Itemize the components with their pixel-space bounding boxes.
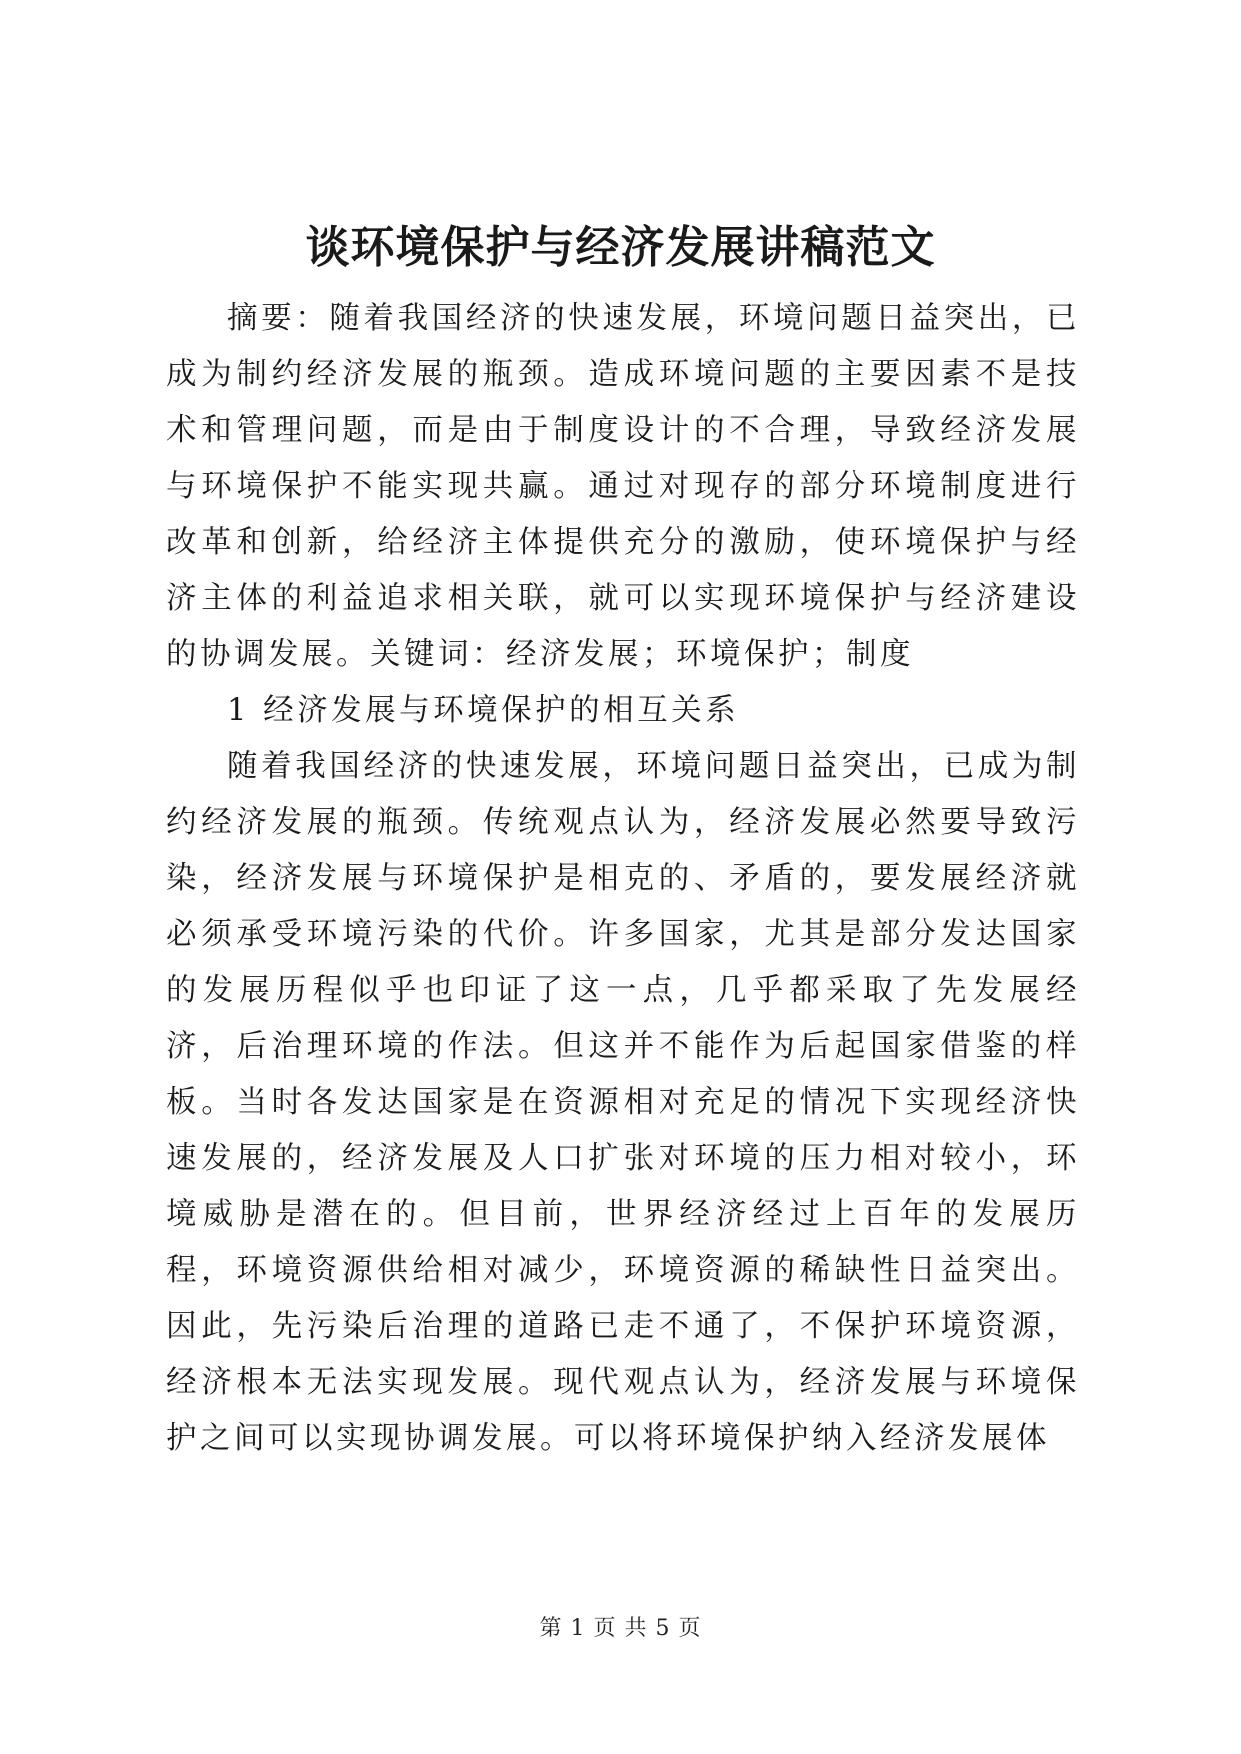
document-body: [166, 291, 1080, 1467]
abstract-paragraph: 摘要：随着我国经济的快速发展，环境问题日益突出，已成为制约经济发展的瓶颈。造成环境问题的主要因素不是技术和管理问题，而是由于制度设计的不合理，导致经济发展与环境保护不能实现共赢。通过对现存的部分环境制度进行改革和创新，给经济主体提供充分的激励，使环境保护与经济主体的利益追求相关联，就可以实现环境保护与经济建设的协调发展。关键词：经济发展；环境保护；制度: [166, 301, 1080, 672]
document-title: 谈环境保护与经济发展讲稿范文: [305, 222, 936, 273]
body-paragraph: 随着我国经济的快速发展，环境问题日益突出，已成为制约经济发展的瓶颈。传统观点认为，经济发展必然要导致污染，经济发展与环境保护是相克的、矛盾的，要发展经济就必须承受环境污染的代价。许多国家，尤其是部分发达国家的发展历程似乎也印证了这一点，几乎都采取了先发展经济，后治理环境的作法。但这并不能作为后起国家借鉴的样板。当时各发达国家是在资源相对充足的情况下实现经济快速发展的，经济发展及人口扩张对环境的压力相对较小，环境威胁是潜在的。但目前，世界经济经过上百年的发展历程，环境资源供给相对减少，环境资源的稀缺性日益突出。因此，先污染后治理的道路已走不通了，不保护环境资源，经济根本无法实现发展。现代观点认为，经济发展与环境保护之间可以实现协调发展。可以将环境保护纳入经济发展体: [166, 749, 1080, 1456]
page-number-footer: 第 1 页 共 5 页: [539, 1616, 702, 1641]
section-heading: 1 经济发展与环境保护的相互关系: [227, 693, 740, 728]
